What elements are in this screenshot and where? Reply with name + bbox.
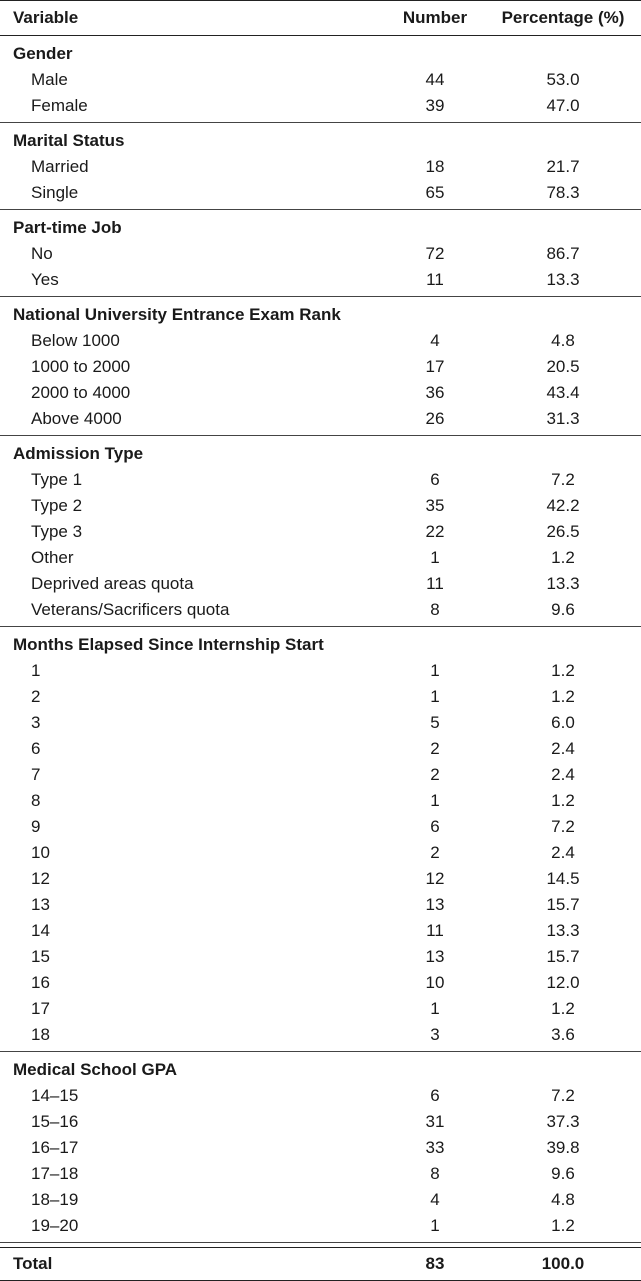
table-row bbox=[0, 710, 641, 736]
row-label: Married bbox=[31, 157, 89, 176]
row-label: Below 1000 bbox=[31, 331, 120, 350]
row-label: 14–15 bbox=[31, 1086, 79, 1105]
group-title: Admission Type bbox=[13, 443, 144, 463]
row-number: 6 bbox=[430, 817, 440, 836]
row-label: 1 bbox=[31, 661, 41, 680]
row-percent: 1.2 bbox=[551, 999, 575, 1018]
row-label: 17 bbox=[31, 999, 50, 1018]
header-percentage: Percentage (%) bbox=[501, 8, 625, 27]
row-number: 26 bbox=[425, 409, 445, 428]
row-label: 10 bbox=[31, 843, 50, 862]
row-group bbox=[0, 36, 641, 123]
row-percent: 4.8 bbox=[551, 331, 575, 350]
row-percent: 42.2 bbox=[546, 496, 580, 515]
header-variable: Variable bbox=[13, 8, 79, 27]
row-percent: 9.6 bbox=[551, 1164, 575, 1183]
table-row bbox=[0, 1022, 641, 1048]
table-row bbox=[0, 406, 641, 432]
row-percent: 78.3 bbox=[546, 183, 580, 202]
row-number: 4 bbox=[430, 1190, 440, 1209]
table-row bbox=[0, 571, 641, 597]
row-label: 12 bbox=[31, 869, 50, 888]
row-label: Single bbox=[31, 183, 79, 202]
row-number: 65 bbox=[425, 183, 445, 202]
row-group bbox=[0, 1052, 641, 1243]
row-number: 2 bbox=[430, 739, 440, 758]
table-row bbox=[0, 67, 641, 93]
row-label: 3 bbox=[31, 713, 41, 732]
row-number: 10 bbox=[425, 973, 445, 992]
row-label: 18–19 bbox=[31, 1190, 79, 1209]
row-percent: 13.3 bbox=[546, 574, 580, 593]
row-number: 2 bbox=[430, 765, 440, 784]
row-percent: 37.3 bbox=[546, 1112, 580, 1131]
row-label: Male bbox=[31, 70, 68, 89]
row-percent: 7.2 bbox=[551, 817, 575, 836]
table-row bbox=[0, 154, 641, 180]
row-percent: 13.3 bbox=[546, 921, 580, 940]
table-body bbox=[0, 36, 641, 1243]
row-number: 3 bbox=[430, 1025, 440, 1044]
table-row bbox=[0, 328, 641, 354]
row-label: Deprived areas quota bbox=[31, 574, 194, 593]
row-number: 1 bbox=[430, 548, 440, 567]
row-group bbox=[0, 436, 641, 627]
row-percent: 1.2 bbox=[551, 791, 575, 810]
total-percent: 100.0 bbox=[541, 1254, 585, 1273]
group-title: Part-time Job bbox=[13, 217, 122, 237]
row-label: 1000 to 2000 bbox=[31, 357, 131, 376]
row-label: Yes bbox=[31, 270, 59, 289]
group-title-row bbox=[0, 127, 641, 154]
row-label: 9 bbox=[31, 817, 41, 836]
group-title: National University Entrance Exam Rank bbox=[13, 304, 341, 324]
table-row bbox=[0, 944, 641, 970]
row-percent: 15.7 bbox=[546, 947, 580, 966]
row-percent: 86.7 bbox=[546, 244, 580, 263]
row-percent: 2.4 bbox=[551, 739, 575, 758]
row-label: 7 bbox=[31, 765, 41, 784]
table-row bbox=[0, 1109, 641, 1135]
table-row bbox=[0, 684, 641, 710]
table-row bbox=[0, 840, 641, 866]
row-percent: 6.0 bbox=[551, 713, 575, 732]
row-label: Above 4000 bbox=[31, 409, 122, 428]
row-number: 1 bbox=[430, 999, 440, 1018]
table-row bbox=[0, 814, 641, 840]
total-number: 83 bbox=[425, 1254, 445, 1273]
row-number: 13 bbox=[425, 895, 445, 914]
table-row bbox=[0, 866, 641, 892]
row-number: 6 bbox=[430, 470, 440, 489]
row-number: 31 bbox=[425, 1112, 445, 1131]
row-label: No bbox=[31, 244, 53, 263]
group-title: Marital Status bbox=[13, 130, 125, 150]
row-percent: 47.0 bbox=[546, 96, 580, 115]
row-percent: 43.4 bbox=[546, 383, 580, 402]
row-label: 14 bbox=[31, 921, 50, 940]
row-label: 6 bbox=[31, 739, 41, 758]
table-row bbox=[0, 788, 641, 814]
row-number: 36 bbox=[425, 383, 445, 402]
row-group bbox=[0, 123, 641, 210]
row-label: 2000 to 4000 bbox=[31, 383, 131, 402]
row-percent: 26.5 bbox=[546, 522, 580, 541]
total-row bbox=[0, 1247, 641, 1281]
row-percent: 7.2 bbox=[551, 470, 575, 489]
row-number: 33 bbox=[425, 1138, 445, 1157]
table-row bbox=[0, 241, 641, 267]
row-label: 15 bbox=[31, 947, 50, 966]
group-title-row bbox=[0, 214, 641, 241]
table-row bbox=[0, 545, 641, 571]
row-percent: 21.7 bbox=[546, 157, 580, 176]
row-percent: 1.2 bbox=[551, 1216, 575, 1235]
row-number: 1 bbox=[430, 687, 440, 706]
row-label: Female bbox=[31, 96, 88, 115]
row-number: 11 bbox=[426, 921, 444, 940]
row-number: 1 bbox=[430, 1216, 440, 1235]
row-number: 4 bbox=[430, 331, 440, 350]
table-row bbox=[0, 180, 641, 206]
table-row bbox=[0, 467, 641, 493]
row-number: 8 bbox=[430, 600, 440, 619]
table-row bbox=[0, 970, 641, 996]
row-percent: 9.6 bbox=[551, 600, 575, 619]
row-label: 16 bbox=[31, 973, 50, 992]
row-percent: 1.2 bbox=[551, 661, 575, 680]
row-number: 11 bbox=[426, 270, 444, 289]
row-percent: 1.2 bbox=[551, 687, 575, 706]
row-number: 12 bbox=[425, 869, 445, 888]
table-row bbox=[0, 658, 641, 684]
table-row bbox=[0, 1187, 641, 1213]
table-row bbox=[0, 996, 641, 1022]
table-row bbox=[0, 380, 641, 406]
row-number: 72 bbox=[425, 244, 445, 263]
row-percent: 12.0 bbox=[546, 973, 580, 992]
group-title-row bbox=[0, 440, 641, 467]
group-title-row bbox=[0, 631, 641, 658]
row-number: 5 bbox=[430, 713, 440, 732]
row-percent: 53.0 bbox=[546, 70, 580, 89]
table-row bbox=[0, 736, 641, 762]
row-number: 1 bbox=[430, 791, 440, 810]
row-number: 44 bbox=[425, 70, 445, 89]
row-percent: 3.6 bbox=[551, 1025, 575, 1044]
row-label: 8 bbox=[31, 791, 41, 810]
table-row bbox=[0, 918, 641, 944]
table-row bbox=[0, 354, 641, 380]
group-title: Medical School GPA bbox=[13, 1059, 178, 1079]
row-number: 22 bbox=[425, 522, 445, 541]
table-row bbox=[0, 1161, 641, 1187]
row-number: 18 bbox=[425, 157, 445, 176]
row-label: Other bbox=[31, 548, 74, 567]
table-row bbox=[0, 892, 641, 918]
group-title: Gender bbox=[13, 43, 73, 63]
row-label: 13 bbox=[31, 895, 50, 914]
row-percent: 20.5 bbox=[546, 357, 580, 376]
group-title-row bbox=[0, 40, 641, 67]
row-group bbox=[0, 210, 641, 297]
row-number: 1 bbox=[430, 661, 440, 680]
total-label: Total bbox=[13, 1254, 53, 1273]
row-percent: 13.3 bbox=[546, 270, 580, 289]
row-label: 17–18 bbox=[31, 1164, 79, 1183]
row-number: 39 bbox=[425, 96, 445, 115]
row-percent: 15.7 bbox=[546, 895, 580, 914]
row-number: 8 bbox=[430, 1164, 440, 1183]
row-label: Type 2 bbox=[31, 496, 83, 515]
table-row bbox=[0, 519, 641, 545]
row-percent: 4.8 bbox=[551, 1190, 575, 1209]
row-percent: 31.3 bbox=[546, 409, 580, 428]
row-label: 18 bbox=[31, 1025, 50, 1044]
group-title-row bbox=[0, 1056, 641, 1083]
table-row bbox=[0, 1083, 641, 1109]
row-percent: 2.4 bbox=[551, 843, 575, 862]
row-label: Veterans/Sacrificers quota bbox=[31, 600, 230, 619]
table-row bbox=[0, 1213, 641, 1239]
row-percent: 39.8 bbox=[546, 1138, 580, 1157]
row-group bbox=[0, 627, 641, 1052]
table-row bbox=[0, 493, 641, 519]
row-number: 35 bbox=[425, 496, 445, 515]
row-group bbox=[0, 297, 641, 436]
group-title-row bbox=[0, 301, 641, 328]
row-label: 15–16 bbox=[31, 1112, 79, 1131]
row-percent: 2.4 bbox=[551, 765, 575, 784]
row-percent: 14.5 bbox=[546, 869, 580, 888]
row-label: 16–17 bbox=[31, 1138, 79, 1157]
header-number: Number bbox=[402, 8, 468, 27]
row-label: Type 1 bbox=[31, 470, 83, 489]
row-number: 17 bbox=[425, 357, 445, 376]
row-number: 11 bbox=[426, 574, 444, 593]
row-number: 2 bbox=[430, 843, 440, 862]
table-row bbox=[0, 267, 641, 293]
row-number: 6 bbox=[430, 1086, 440, 1105]
table-header bbox=[0, 0, 641, 36]
row-percent: 1.2 bbox=[551, 548, 575, 567]
table-row bbox=[0, 1135, 641, 1161]
row-label: 19–20 bbox=[31, 1216, 79, 1235]
table-row bbox=[0, 597, 641, 623]
row-percent: 7.2 bbox=[551, 1086, 575, 1105]
table-row bbox=[0, 762, 641, 788]
table-row bbox=[0, 93, 641, 119]
row-label: Type 3 bbox=[31, 522, 83, 541]
row-number: 13 bbox=[425, 947, 445, 966]
row-label: 2 bbox=[31, 687, 41, 706]
group-title: Months Elapsed Since Internship Start bbox=[13, 634, 324, 654]
